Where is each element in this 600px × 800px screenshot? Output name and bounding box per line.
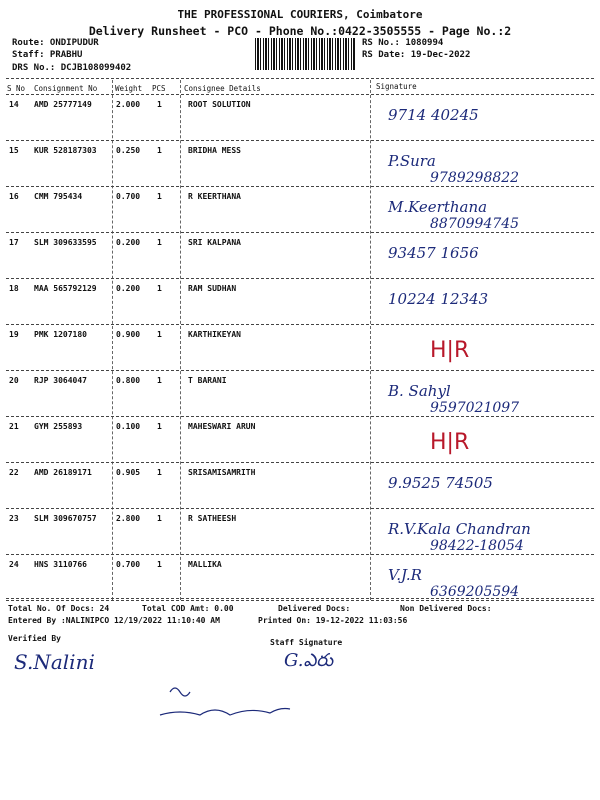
row-weight: 0.905 xyxy=(116,468,141,477)
row-consignment: SLM 309633595 xyxy=(34,238,97,247)
row-pcs: 1 xyxy=(157,422,162,431)
row-pcs: 1 xyxy=(157,560,162,569)
row-consignment: SLM 309670757 xyxy=(34,514,97,523)
col-consignment: Consignment No xyxy=(34,84,98,93)
row-pcs: 1 xyxy=(157,330,162,339)
handwritten-signature: M.Keerthana xyxy=(388,198,488,216)
col-signature: Signature xyxy=(376,82,417,91)
row-consignment: MAA 565792129 xyxy=(34,284,97,293)
row-consignee: SRI KALPANA xyxy=(188,238,241,247)
rs-date: RS Date: 19-Dec-2022 xyxy=(362,50,471,60)
row-sno: 20 xyxy=(9,376,19,385)
row-weight: 0.700 xyxy=(116,560,141,569)
staff-signature: G.ఎరు xyxy=(284,650,334,671)
row-consignee: MALLIKA xyxy=(188,560,222,569)
row-sno: 16 xyxy=(9,192,19,201)
row-consignment: AMD 25777149 xyxy=(34,100,92,109)
col-divider xyxy=(370,80,371,600)
row-weight: 0.250 xyxy=(116,146,141,155)
handwritten-phone: 9597021097 xyxy=(430,400,520,416)
printed-on: Printed On: 19-12-2022 11:03:56 xyxy=(258,616,408,625)
row-consignment: PMK 1207180 xyxy=(34,330,87,339)
row-weight: 2.000 xyxy=(116,100,141,109)
row-consignee: R KEERTHANA xyxy=(188,192,241,201)
row-sno: 23 xyxy=(9,514,19,523)
divider xyxy=(6,78,594,79)
row-divider xyxy=(6,600,594,601)
row-consignment: CMM 795434 xyxy=(34,192,83,201)
row-sno: 21 xyxy=(9,422,19,431)
row-divider xyxy=(6,370,594,371)
handwritten-signature: H|R xyxy=(430,338,470,363)
row-consignee: SRISAMISAMRITH xyxy=(188,468,256,477)
entered-by: Entered By :NALINIPCO 12/19/2022 11:10:40 AM xyxy=(8,616,220,625)
row-consignee: R SATHEESH xyxy=(188,514,237,523)
row-consignee: ROOT SOLUTION xyxy=(188,100,251,109)
row-consignee: KARTHIKEYAN xyxy=(188,330,241,339)
row-weight: 0.100 xyxy=(116,422,141,431)
verified-by-label: Verified By xyxy=(8,634,61,643)
handwritten-signature: B. Sahyl xyxy=(388,382,451,400)
handwritten-signature: V.J.R xyxy=(388,566,422,584)
row-divider xyxy=(6,232,594,233)
row-pcs: 1 xyxy=(157,514,162,523)
row-weight: 2.800 xyxy=(116,514,141,523)
handwritten-signature: H|R xyxy=(430,430,470,455)
delivered-docs: Delivered Docs: xyxy=(278,604,351,613)
handwritten-phone: 8870994745 xyxy=(430,216,520,232)
row-weight: 0.900 xyxy=(116,330,141,339)
row-divider xyxy=(6,140,594,141)
row-weight: 0.700 xyxy=(116,192,141,201)
handwritten-phone: 9789298822 xyxy=(430,170,520,186)
row-sno: 22 xyxy=(9,468,19,477)
handwritten-signature: 93457 1656 xyxy=(388,244,479,262)
row-sno: 19 xyxy=(9,330,19,339)
row-consignment: KUR 528187303 xyxy=(34,146,97,155)
route-text: Route: ONDIPUDUR xyxy=(12,38,99,48)
page-subtitle: Delivery Runsheet - PCO - Phone No.:0422-3505555 - Page No.:2 xyxy=(88,24,512,38)
handwritten-scribble xyxy=(150,680,300,725)
row-consignment: RJP 3064047 xyxy=(34,376,87,385)
page-title: THE PROFESSIONAL COURIERS, Coimbatore xyxy=(177,8,423,21)
row-sno: 14 xyxy=(9,100,19,109)
row-pcs: 1 xyxy=(157,100,162,109)
verified-signature: S.Nalini xyxy=(14,650,95,674)
row-sno: 17 xyxy=(9,238,19,247)
col-divider xyxy=(180,80,181,600)
row-consignee: MAHESWARI ARUN xyxy=(188,422,256,431)
row-divider xyxy=(6,324,594,325)
handwritten-signature: 9714 40245 xyxy=(388,106,479,124)
col-pcs: PCS xyxy=(152,84,166,93)
row-divider xyxy=(6,508,594,509)
total-cod: Total COD Amt: 0.00 xyxy=(142,604,234,613)
handwritten-signature: 10224 12343 xyxy=(388,290,489,308)
row-pcs: 1 xyxy=(157,376,162,385)
row-pcs: 1 xyxy=(157,284,162,293)
row-consignment: GYM 255893 xyxy=(34,422,83,431)
row-weight: 0.200 xyxy=(116,284,141,293)
row-pcs: 1 xyxy=(157,238,162,247)
row-consignee: T BARANI xyxy=(188,376,227,385)
row-divider xyxy=(6,186,594,187)
row-sno: 18 xyxy=(9,284,19,293)
col-weight: Weight xyxy=(115,84,143,93)
total-docs: Total No. Of Docs: 24 xyxy=(8,604,110,613)
row-divider xyxy=(6,416,594,417)
handwritten-signature: R.V.Kala Chandran xyxy=(388,520,531,538)
divider xyxy=(6,598,594,599)
drs-number: DRS No.: DCJB108099402 xyxy=(12,63,132,73)
staff-text: Staff: PRABHU xyxy=(12,50,83,60)
handwritten-phone: 98422-18054 xyxy=(430,538,524,554)
row-consignee: BRIDHA MESS xyxy=(188,146,241,155)
row-consignment: HNS 3110766 xyxy=(34,560,87,569)
row-divider xyxy=(6,278,594,279)
row-divider xyxy=(6,462,594,463)
handwritten-phone: 6369205594 xyxy=(430,584,520,600)
col-sno: S No xyxy=(7,84,26,93)
handwritten-signature: 9.9525 74505 xyxy=(388,474,493,492)
handwritten-signature: P.Sura xyxy=(388,152,436,170)
row-divider xyxy=(6,554,594,555)
rs-number: RS No.: 1080994 xyxy=(362,38,444,48)
col-consignee: Consignee Details xyxy=(184,84,261,93)
row-sno: 15 xyxy=(9,146,19,155)
barcode-icon xyxy=(255,38,355,70)
col-divider xyxy=(112,80,113,600)
row-weight: 0.800 xyxy=(116,376,141,385)
non-delivered-docs: Non Delivered Docs: xyxy=(400,604,492,613)
divider xyxy=(6,94,594,95)
row-consignee: RAM SUDHAN xyxy=(188,284,237,293)
row-pcs: 1 xyxy=(157,146,162,155)
row-pcs: 1 xyxy=(157,468,162,477)
row-consignment: AMD 26189171 xyxy=(34,468,92,477)
row-sno: 24 xyxy=(9,560,19,569)
row-weight: 0.200 xyxy=(116,238,141,247)
staff-signature-label: Staff Signature xyxy=(270,638,343,647)
row-pcs: 1 xyxy=(157,192,162,201)
